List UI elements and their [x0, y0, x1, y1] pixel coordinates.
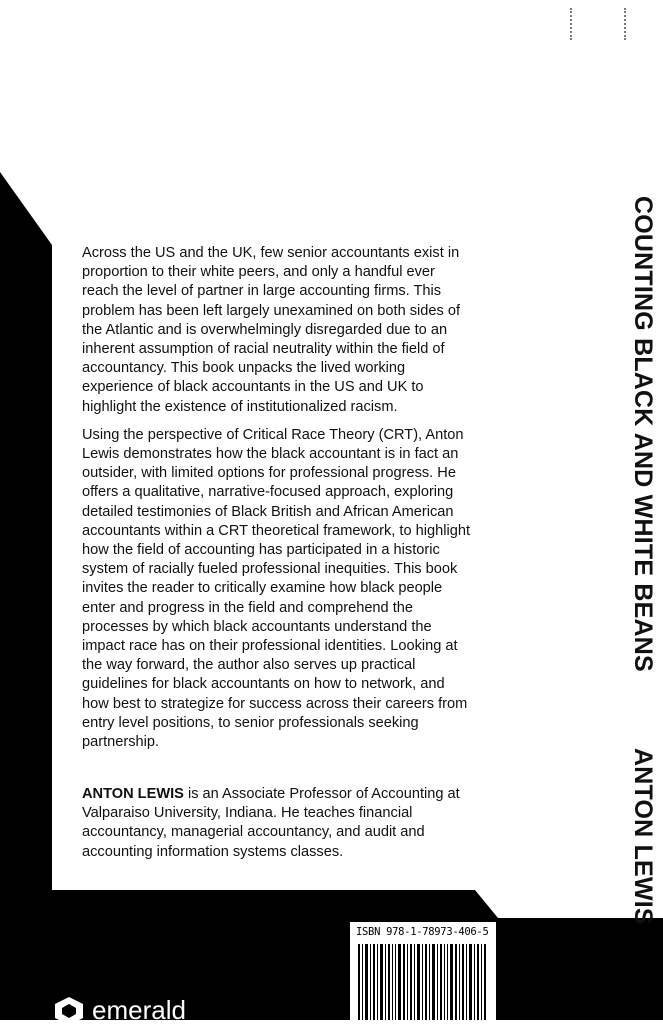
author-bio-text: is an Associate Professor of Accounting at Valparaiso University, Indiana. He teaches financial accountancy, managerial accountancy, and audit and accounting information systems classes. [82, 786, 460, 860]
publisher-name: emerald [92, 994, 186, 1025]
blurb-paragraph: Using the perspective of Critical Race Theory (CRT), Anton Lewis demonstrates how the black accountant is in fact an outsider, with limited options for professional progress. He offers a qualitative, narrative-focused approach, exploring detailed testimonies of Black British and African American accountants within a CRT theoretical framework, to highlight how the field of accounting has participated in a historic system of racially fueled professional inequities. This book invites the reader to critically examine how black people enter and progress in the field and comprehend the processes by which black accountants understand the impact race has on their professional identities. Looking at the way forward, the author also serves up practical guidelines for black accountants on how to network, and how best to strategize for success across their careers from entry level positions, to senior professionals seeking partnership. [82, 426, 471, 751]
publisher-logo [52, 995, 186, 1025]
isbn-text: ISBN 978-1-78973-406-5 [356, 926, 489, 938]
spine-author: ANTON LEWIS [629, 748, 657, 925]
author-bio [82, 785, 474, 862]
trim-mark [624, 8, 626, 40]
trim-mark [570, 8, 572, 40]
emerald-logo-icon [52, 995, 86, 1025]
spine-title: COUNTING BLACK AND WHITE BEANS [629, 196, 657, 672]
author-bio-name: ANTON LEWIS [82, 786, 184, 802]
barcode-icon [356, 944, 490, 1020]
isbn-barcode [350, 922, 496, 1020]
back-cover-blurb [82, 244, 474, 761]
blurb-paragraph: Across the US and the UK, few senior accountants exist in proportion to their white peers, and only a handful ever reach the level of partner in large accounting firms. This problem has been left largely unexamined on both sides of the Atlantic and is overwhelmingly disregarded due to an inherent assumption of racial neutrality within the field of accountancy. This book unpacks the lived working experience of black accountants in the US and UK to highlight the existence of institutionalized racism. [82, 245, 461, 415]
